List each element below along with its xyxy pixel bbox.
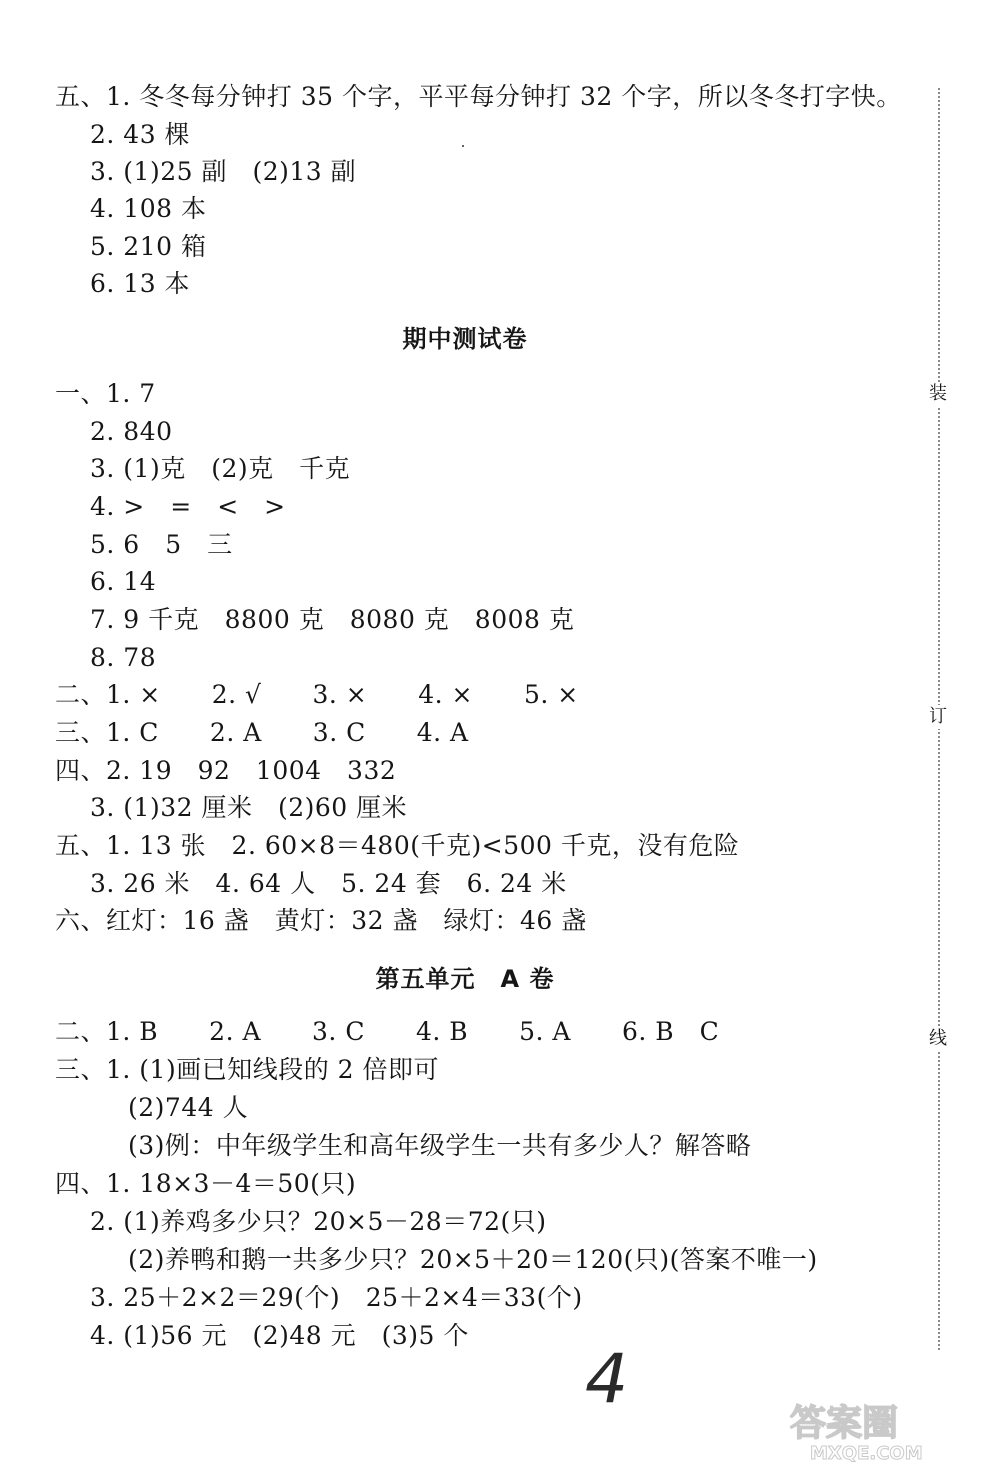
answer-line: 2. 43 棵 (90, 120, 191, 149)
stray-dot (462, 145, 464, 147)
answer-line: 3. (1)32 厘米 (2)60 厘米 (90, 793, 408, 822)
answer-line: 一、1. 7 (55, 379, 156, 408)
page-number: 4 (585, 1340, 629, 1419)
answer-line: 4. 108 本 (90, 194, 207, 223)
answer-line: 二、1. × 2. √ 3. × 4. × 5. × (55, 680, 579, 709)
answer-line: 三、1. (1)画已知线段的 2 倍即可 (55, 1055, 440, 1084)
answer-line: 5. 6 5 三 (90, 530, 233, 559)
answer-line: 五、1. 冬冬每分钟打 35 个字，平平每分钟打 32 个字，所以冬冬打字快。 (55, 82, 902, 111)
answer-line: 五、1. 13 张 2. 60×8＝480(千克)<500 千克，没有危险 (55, 831, 740, 860)
answer-line: (2)养鸭和鹅一共多少只？20×5＋20＝120(只)(答案不唯一) (128, 1245, 818, 1274)
answer-line: 三、1. C 2. A 3. C 4. A (55, 718, 469, 747)
answer-line: 7. 9 千克 8800 克 8080 克 8008 克 (90, 605, 575, 634)
answer-line: 5. 210 箱 (90, 232, 207, 261)
answer-line: 6. 13 本 (90, 269, 191, 298)
svg-text:答案圈: 答案圈 (790, 1403, 899, 1444)
answer-line: 8. 78 (90, 643, 157, 672)
answer-line: 3. (1)克 (2)克 千克 (90, 454, 351, 483)
answer-line: 2. 840 (90, 417, 173, 446)
answer-line: 3. (1)25 副 (2)13 副 (90, 157, 357, 186)
section-title: 期中测试卷 (402, 325, 528, 353)
answer-line: (3)例：中年级学生和高年级学生一共有多少人？解答略 (128, 1131, 752, 1160)
section-title: 第五单元 A 卷 (375, 965, 555, 993)
answer-line: 二、1. B 2. A 3. C 4. B 5. A 6. B C (55, 1017, 720, 1046)
answer-line: 2. (1)养鸡多少只？20×5－28＝72(只) (90, 1207, 547, 1236)
answer-line: 4. > = < > (90, 492, 286, 521)
answer-line: 6. 14 (90, 567, 157, 596)
binding-char-xian: 线 (929, 1028, 947, 1049)
answer-line: 3. 26 米 4. 64 人 5. 24 套 6. 24 米 (90, 869, 567, 898)
answer-line: 四、1. 18×3－4＝50(只) (55, 1169, 357, 1198)
answer-line: 四、2. 19 92 1004 332 (55, 756, 397, 785)
binding-char-zhuang: 装 (929, 383, 947, 404)
binding-char-ding: 订 (929, 706, 947, 727)
answer-line: 六、红灯：16 盏 黄灯：32 盏 绿灯：46 盏 (55, 906, 587, 935)
answer-line: (2)744 人 (128, 1093, 249, 1122)
answer-line: 4. (1)56 元 (2)48 元 (3)5 个 (90, 1321, 469, 1350)
svg-text:MXQE.COM: MXQE.COM (810, 1443, 923, 1464)
watermark-logo-icon (780, 1395, 980, 1465)
answer-line: 3. 25＋2×2＝29(个) 25＋2×4＝33(个) (90, 1283, 583, 1312)
